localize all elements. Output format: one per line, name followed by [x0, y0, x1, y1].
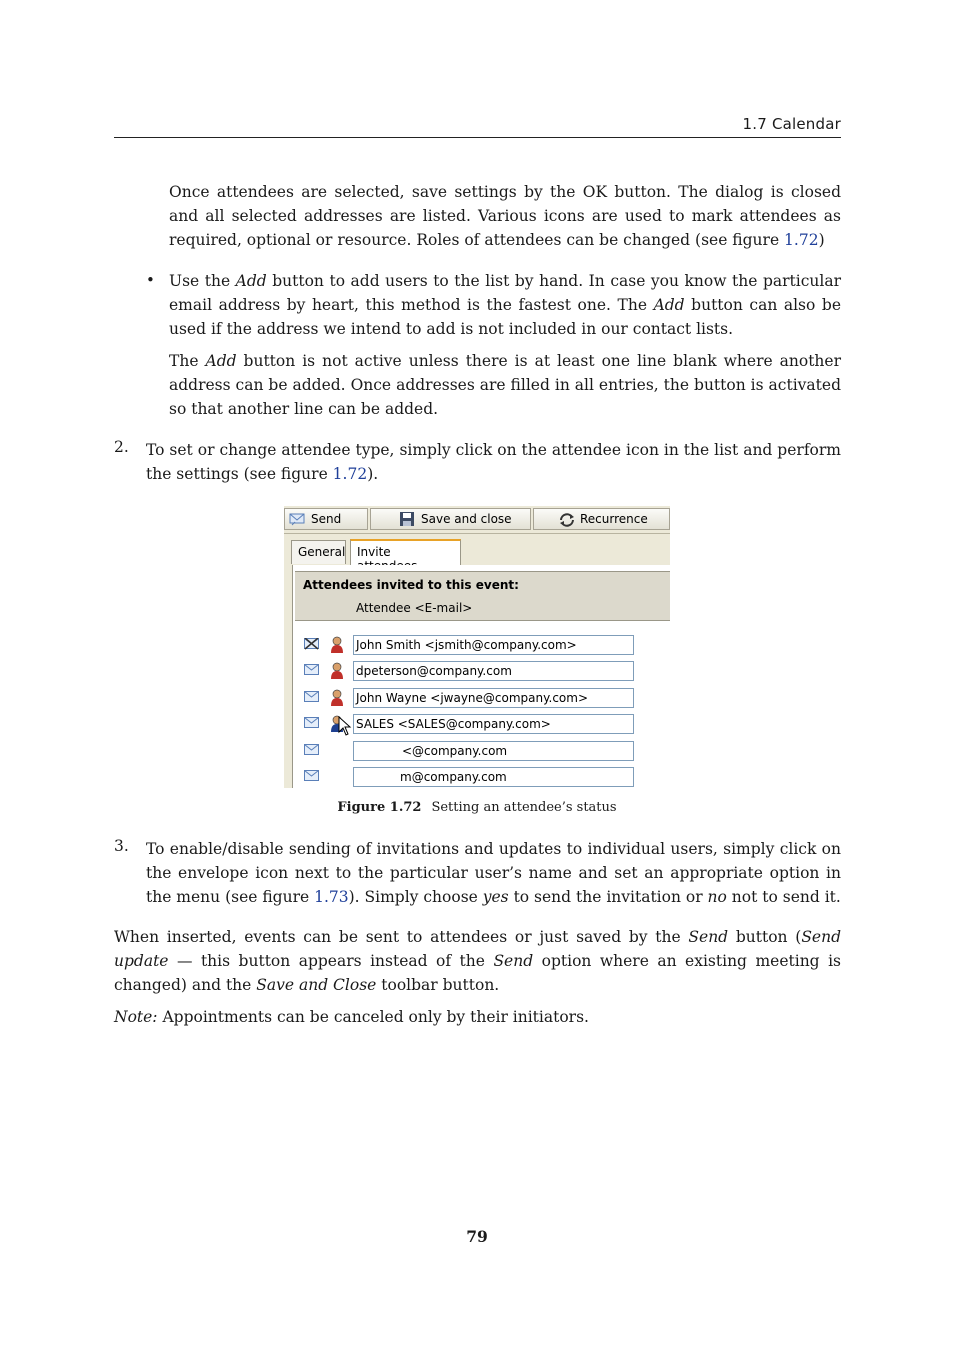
attendee-type-icon[interactable]	[330, 636, 344, 654]
send-label: Send	[311, 512, 342, 526]
text: option where an existing meeting is changed) and the	[114, 952, 841, 994]
text: button can also be used if the address we intend to add is not included in our contact lists.	[169, 296, 841, 338]
attendee-email-field[interactable]: SALES <SALES@company.com>	[353, 714, 634, 734]
figure-screenshot	[284, 506, 670, 788]
text: button is not active unless there is at least one line blank where another address can be added. Once addresses are filled in all entries, the button is activated so that another line can be added.	[169, 352, 841, 418]
caption-label: Figure 1.72	[337, 800, 422, 815]
envelope-icon[interactable]	[304, 638, 319, 650]
panel-title: Attendees invited to this event:	[303, 578, 519, 592]
attendee-row	[293, 741, 670, 763]
emph-add: Add	[653, 296, 685, 314]
bullet-add-button	[169, 269, 841, 341]
tab-invite-attendees[interactable]: Invite	[350, 539, 461, 565]
text: ). Simply choose	[348, 888, 483, 906]
attendee-email-field[interactable]: dpeterson@company.com	[353, 661, 634, 681]
tab-general[interactable]: General	[291, 540, 346, 564]
list-number: 2.	[114, 438, 129, 456]
page-number: 79	[466, 1227, 488, 1246]
figure-ref-link[interactable]: 1.72	[332, 465, 368, 483]
recurrence-label: Recurrence	[580, 512, 648, 526]
figure-caption	[0, 800, 954, 815]
text: to send the invitation or	[508, 888, 708, 906]
save-close-label: Save and close	[421, 512, 512, 526]
note-label: Note:	[114, 1008, 158, 1026]
list-number: 3.	[114, 837, 129, 855]
send-button[interactable]	[284, 508, 368, 530]
attendee-email-field[interactable]: m@company.com	[353, 767, 634, 787]
attendee-row	[293, 661, 670, 683]
text: The	[169, 352, 206, 370]
text: not to send it.	[726, 888, 841, 906]
list-item-3	[146, 837, 841, 909]
para1-text: Once attendees are selected, save settings by the OK button. The dialog is closed and all selected addresses are listed. Various icons are used to mark attendees as required, optional or resource. Roles of attendees can be changed (see figure	[169, 183, 841, 249]
text: To set or change attendee type, simply click on the attendee icon in the list and perform the settings (see figure	[146, 441, 841, 483]
attendee-type-icon[interactable]	[330, 689, 344, 707]
caption-text: Setting an attendee’s status	[431, 800, 617, 815]
text: button (	[728, 928, 802, 946]
text: Use the	[169, 272, 236, 290]
note-text: Appointments can be canceled only by their initiators.	[157, 1008, 589, 1026]
recurrence-button[interactable]	[533, 508, 670, 530]
note	[114, 1005, 841, 1029]
envelope-icon[interactable]	[304, 717, 319, 729]
emph-add: Add	[205, 352, 237, 370]
toolbar	[284, 506, 670, 534]
figure-ref-link[interactable]: 1.72	[784, 231, 819, 249]
paragraph-selected-attendees	[169, 180, 841, 252]
envelope-icon[interactable]	[304, 744, 319, 756]
attendee-email-field[interactable]: John Smith <jsmith@company.com>	[353, 635, 634, 655]
envelope-icon[interactable]	[304, 691, 319, 703]
text: When inserted, events can be sent to attendees or just saved by the	[114, 928, 689, 946]
paragraph-sending	[114, 925, 841, 997]
emph: Save and Close	[256, 976, 377, 994]
text: button to add users to the list by hand. In case you know the particular email address by heart, this method is the fastest one. The	[169, 272, 841, 314]
bullet-symbol: •	[146, 271, 155, 289]
paragraph-add-inactive	[169, 349, 841, 421]
attendee-row	[293, 635, 670, 657]
envelope-icon[interactable]	[304, 664, 319, 676]
attendee-email-field[interactable]: John Wayne <jwayne@company.com>	[353, 688, 634, 708]
para1-end: )	[818, 231, 825, 249]
section-title: 1.7 Calendar	[742, 115, 841, 133]
text: toolbar button.	[376, 976, 500, 994]
attendee-row	[293, 688, 670, 710]
mouse-cursor-icon	[338, 716, 352, 736]
attendee-type-icon[interactable]	[330, 662, 344, 680]
emph-no: no	[707, 888, 727, 906]
recurrence-icon	[558, 512, 574, 526]
text: To enable/disable sending of invitations and updates to individual users, simply click on the envelope icon next to the particular user’s name and set an appropriate option in the menu (see figure	[146, 840, 841, 906]
emph: Send	[688, 928, 729, 946]
attendee-row	[293, 767, 670, 788]
emph: Send	[493, 952, 534, 970]
list-item-2	[146, 438, 841, 486]
attendees-panel	[292, 565, 670, 788]
envelope-icon[interactable]	[304, 770, 319, 782]
emph-yes: yes	[482, 888, 509, 906]
text: ).	[367, 465, 379, 483]
figure-ref-link[interactable]: 1.73	[314, 888, 349, 906]
text: — this button appears instead of the	[168, 952, 494, 970]
running-header	[114, 113, 841, 138]
save-close-button[interactable]	[370, 508, 531, 530]
emph: Send update	[114, 928, 842, 970]
column-header: Attendee <E-mail>	[356, 601, 473, 615]
send-icon	[289, 512, 305, 526]
attendee-email-field[interactable]: <@company.com	[353, 741, 634, 761]
attendees-header	[295, 571, 670, 621]
save-icon	[399, 512, 415, 526]
emph-add: Add	[235, 272, 267, 290]
